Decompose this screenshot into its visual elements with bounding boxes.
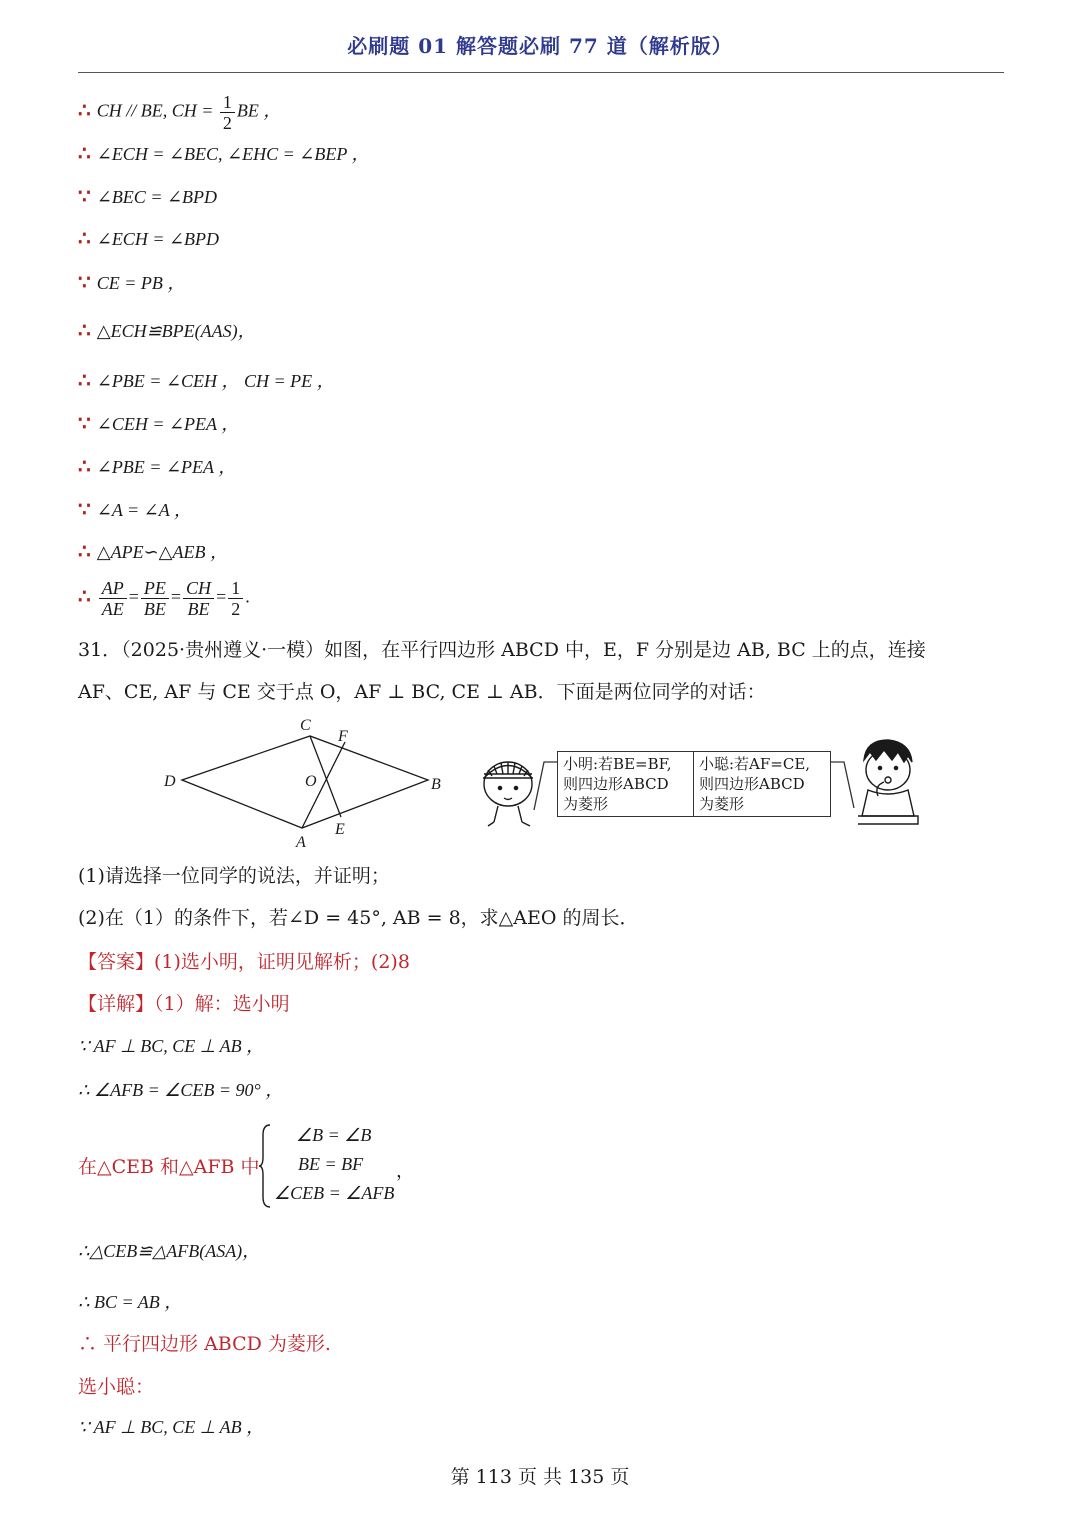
page-footer: 第 113 页 共 135 页 xyxy=(450,1466,630,1488)
solution-step-5: ∴ BC = AB ， xyxy=(78,1292,183,1312)
proof-line-2 xyxy=(78,143,370,165)
therefore-symbol: ∴ xyxy=(78,143,91,165)
because-symbol: ∵ xyxy=(78,272,91,294)
proof-text: △ECH≌BPE(AAS)， xyxy=(96,321,256,341)
ratio-line xyxy=(78,578,250,619)
equals-sign: = xyxy=(170,586,182,607)
equals-sign: = xyxy=(128,586,139,607)
proof-line-6 xyxy=(78,320,256,342)
solution-step-6: ∴ 平行四边形 ABCD 为菱形. xyxy=(78,1333,331,1355)
problem-line-2: AF、CE, AF 与 CE 交于点 O，AF ⊥ BC, CE ⊥ AB．下面是两位同学的对话： xyxy=(78,681,766,703)
therefore-symbol: ∴ xyxy=(78,541,91,563)
page-header-title: 必刷题 01 解答题必刷 77 道（解析版） xyxy=(347,34,733,58)
proof-line-4 xyxy=(78,228,219,250)
bubble-text: 则四边形ABCD xyxy=(699,775,805,793)
fraction-numerator: AP xyxy=(99,578,127,599)
proof-text: ∠PBE = ∠CEH ， CH = PE ， xyxy=(96,371,335,391)
detail-text: （1）解：选小明 xyxy=(154,993,290,1015)
fraction-denominator: 2 xyxy=(231,599,241,619)
label-b: B xyxy=(431,776,441,793)
label-e: E xyxy=(335,821,345,838)
proof-text: ∠PBE = ∠PEA ， xyxy=(96,457,237,477)
answer-text: (1)选小明，证明见解析；(2)8 xyxy=(154,951,410,973)
detail-label: 【详解】 xyxy=(78,993,155,1015)
speech-bubble-xiaoming xyxy=(557,751,695,817)
proof-line-8 xyxy=(78,413,239,435)
solution-step-2: ∴ ∠AFB = ∠CEB = 90° ， xyxy=(78,1080,284,1100)
fraction-denominator: 2 xyxy=(222,113,232,133)
label-o: O xyxy=(305,773,317,790)
therefore-symbol: ∴ xyxy=(78,370,91,392)
system-eq-3: ∠CEB = ∠AFB xyxy=(274,1183,395,1203)
label-a: A xyxy=(296,834,306,851)
fraction-one-half xyxy=(228,578,243,619)
fraction-numerator: 1 xyxy=(228,578,243,599)
proof-text: ∠CEH = ∠PEA ， xyxy=(96,414,240,434)
bubble-text: 为菱形 xyxy=(699,795,745,813)
therefore-symbol: ∴ xyxy=(78,320,91,342)
equals-sign: = xyxy=(216,586,227,607)
proof-line-5 xyxy=(78,272,185,294)
because-symbol: ∵ xyxy=(78,413,91,435)
fraction-numerator: 1 xyxy=(220,92,235,113)
fraction-ap-ae xyxy=(99,578,127,619)
system-end-comma: ， xyxy=(396,1161,414,1181)
proof-text: ∠BEC = ∠BPD xyxy=(96,187,218,207)
proof-line-1 xyxy=(78,92,281,133)
answer-label: 【答案】 xyxy=(78,951,155,973)
system-eq-1: ∠B = ∠B xyxy=(296,1125,372,1145)
proof-text: ∠ECH = ∠BPD xyxy=(96,229,220,249)
answer-line xyxy=(78,950,410,974)
solution-step-1: ∵ AF ⊥ BC, CE ⊥ AB ， xyxy=(78,1036,265,1056)
problem-line-1: 31．（2025·贵州遵义·一模）如图，在平行四边形 ABCD 中，E，F 分别是边 AB, BC 上的点，连接 xyxy=(78,639,926,661)
fraction-denominator: BE xyxy=(187,599,210,619)
proof-line-9 xyxy=(78,456,236,478)
bubble-text: 小聪:若AF=CE, xyxy=(699,755,811,773)
proof-text: CE = PB ， xyxy=(96,273,186,293)
fraction-denominator: AE xyxy=(101,599,124,619)
bubble-text: 小明:若BE=BF, xyxy=(563,755,672,773)
label-f: F xyxy=(338,728,348,745)
solution-step-4: ∴△CEB≌△AFB(ASA)， xyxy=(78,1241,261,1261)
proof-text: BE ， xyxy=(236,100,282,121)
system-eq-2: BE = BF xyxy=(298,1154,364,1174)
proof-text: △APE∽△AEB ， xyxy=(96,542,228,562)
question-1: (1)请选择一位同学的说法，并证明； xyxy=(78,865,390,887)
bubble-text: 则四边形ABCD xyxy=(563,775,669,793)
therefore-symbol: ∴ xyxy=(78,228,91,250)
label-c: C xyxy=(300,717,311,734)
proof-line-11 xyxy=(78,541,228,563)
proof-line-10 xyxy=(78,499,192,521)
speech-bubble-xiaocong xyxy=(693,751,831,817)
proof-line-3 xyxy=(78,186,217,208)
proof-text: ∠A = ∠A ， xyxy=(96,500,192,520)
fraction-numerator: PE xyxy=(141,578,169,599)
solution-step-8: ∵ AF ⊥ BC, CE ⊥ AB ， xyxy=(78,1417,265,1437)
parallelogram-figure xyxy=(150,712,460,854)
proof-text: CH // BE, CH = xyxy=(96,100,218,121)
therefore-symbol: ∴ xyxy=(78,585,91,608)
therefore-symbol: ∴ xyxy=(78,99,91,122)
detail-line xyxy=(78,992,290,1016)
because-symbol: ∵ xyxy=(78,499,91,521)
solution-system-prefix: 在△CEB 和△AFB 中 xyxy=(78,1156,260,1178)
left-brace xyxy=(258,1123,272,1209)
question-2: (2)在（1）的条件下，若∠D = 45°, AB = 8，求△AEO 的周长． xyxy=(78,907,639,929)
fraction-ch-be xyxy=(183,578,214,619)
label-d: D xyxy=(164,773,176,790)
because-symbol: ∵ xyxy=(78,186,91,208)
therefore-symbol: ∴ xyxy=(78,456,91,478)
proof-line-7 xyxy=(78,370,335,392)
fraction-pe-be xyxy=(141,578,169,619)
proof-text: ∠ECH = ∠BEC, ∠EHC = ∠BEP ， xyxy=(96,144,370,164)
solution-step-7: 选小聪： xyxy=(78,1376,155,1398)
fraction-half xyxy=(220,92,235,133)
fraction-denominator: BE xyxy=(143,599,166,619)
period: . xyxy=(245,586,250,607)
fraction-numerator: CH xyxy=(183,578,214,599)
boy-xiaocong-illustration xyxy=(848,736,924,828)
header-rule xyxy=(78,72,1004,73)
bubble-text: 为菱形 xyxy=(563,795,609,813)
